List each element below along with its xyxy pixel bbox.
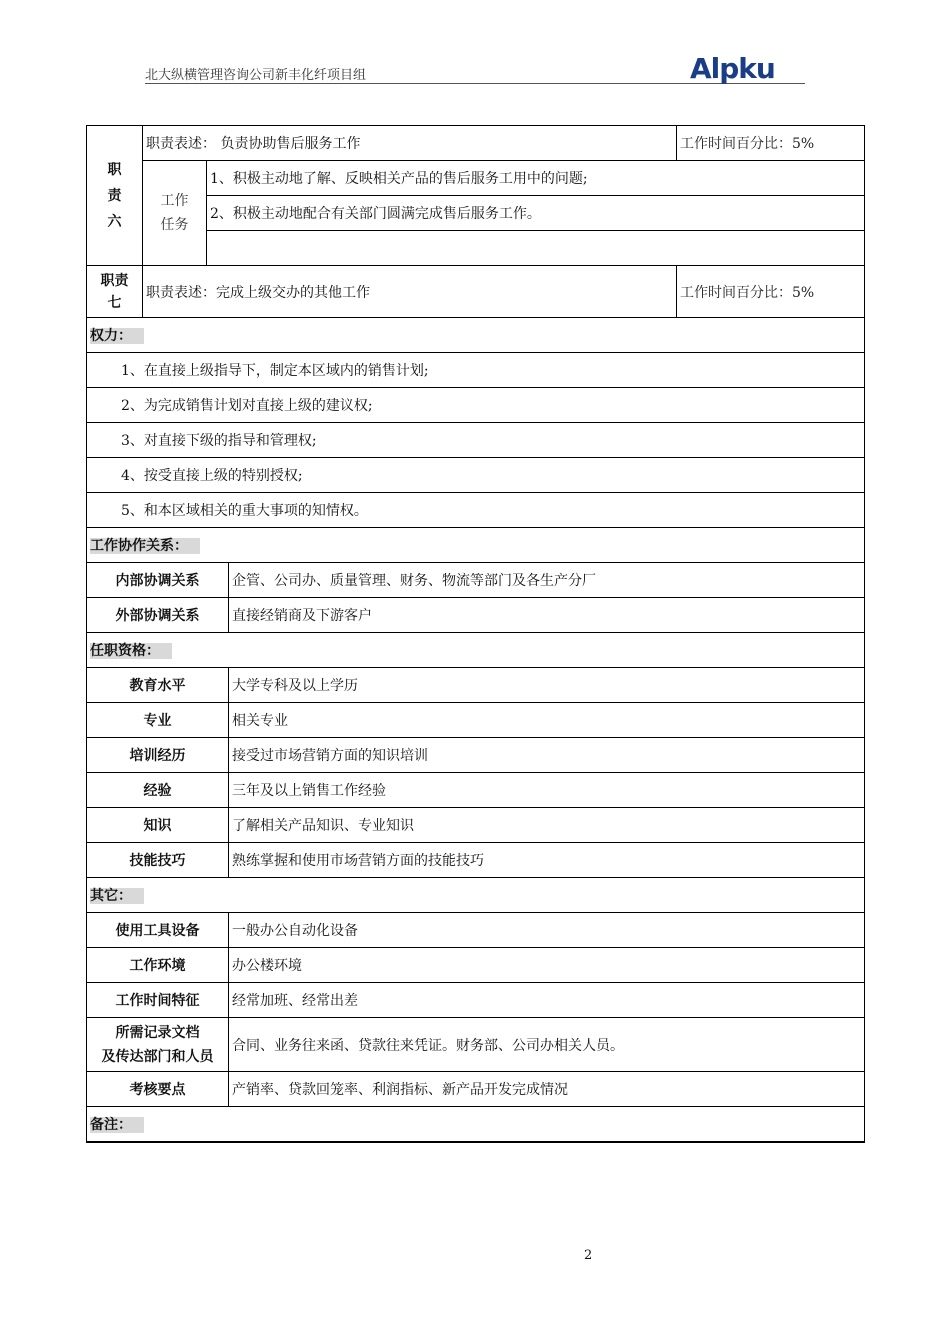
duty6-label: 职 责 六 [87,126,143,266]
other-value: 合同、业务往来函、贷款往来凭证。财务部、公司办相关人员。 [229,1018,865,1072]
duty6-tasks-label: 工作 任务 [143,161,207,266]
powers-section-header [87,318,865,353]
logo-text: Alpku [690,52,775,85]
relations-title: 工作协作关系： [90,538,200,554]
qualification-value: 相关专业 [229,703,865,738]
remarks-section-header [87,1107,865,1142]
other-label: 工作时间特征 [87,983,229,1018]
duty7-percent: 工作时间百分比：5% [677,266,865,318]
other-label: 考核要点 [87,1072,229,1107]
duty6-task-3 [207,231,865,266]
qualification-label: 经验 [87,773,229,808]
duty6-task-1: 1、积极主动地了解、反映相关产品的售后服务工用中的问题; [207,161,865,196]
job-description-table [86,125,865,1143]
qualification-value: 接受过市场营销方面的知识培训 [229,738,865,773]
qualifications-title: 任职资格： [90,643,172,659]
other-value: 经常加班、经常出差 [229,983,865,1018]
relation-value-internal: 企管、公司办、质量管理、财务、物流等部门及各生产分厂 [229,563,865,598]
relation-label-external: 外部协调关系 [87,598,229,633]
other-label: 使用工具设备 [87,913,229,948]
relation-value-external: 直接经销商及下游客户 [229,598,865,633]
qualification-label: 教育水平 [87,668,229,703]
power-item-1: 1、在直接上级指导下，制定本区域内的销售计划; [87,353,865,388]
relations-section-header [87,528,865,563]
qualification-label: 技能技巧 [87,843,229,878]
other-label: 工作环境 [87,948,229,983]
qualification-value: 三年及以上销售工作经验 [229,773,865,808]
qualification-label: 专业 [87,703,229,738]
other-label: 所需记录文档 及传达部门和人员 [87,1018,229,1072]
power-item-3: 3、对直接下级的指导和管理权; [87,423,865,458]
duty6-description: 职责表述： 负责协助售后服务工作 [143,126,677,161]
page-number: 2 [584,1248,593,1263]
qualification-value: 大学专科及以上学历 [229,668,865,703]
qualification-label: 知识 [87,808,229,843]
other-value: 产销率、贷款回笼率、利润指标、新产品开发完成情况 [229,1072,865,1107]
duty6-percent: 工作时间百分比：5% [677,126,865,161]
remarks-title: 备注： [90,1117,144,1133]
qualification-value: 熟练掌握和使用市场营销方面的技能技巧 [229,843,865,878]
qualification-value: 了解相关产品知识、专业知识 [229,808,865,843]
company-logo [690,52,808,86]
duty6-task-2: 2、积极主动地配合有关部门圆满完成售后服务工作。 [207,196,865,231]
power-item-2: 2、为完成销售计划对直接上级的建议权; [87,388,865,423]
header-title: 北大纵横管理咨询公司新丰化纤项目组 [145,68,367,83]
qualifications-section-header [87,633,865,668]
power-item-4: 4、按受直接上级的特别授权; [87,458,865,493]
qualification-label: 培训经历 [87,738,229,773]
other-value: 一般办公自动化设备 [229,913,865,948]
relation-label-internal: 内部协调关系 [87,563,229,598]
duty7-description: 职责表述：完成上级交办的其他工作 [143,266,677,318]
power-item-5: 5、和本区域相关的重大事项的知情权。 [87,493,865,528]
other-section-header [87,878,865,913]
other-value: 办公楼环境 [229,948,865,983]
duty7-label: 职责 七 [87,266,143,318]
powers-title: 权力： [90,328,144,344]
other-title: 其它： [90,888,144,904]
